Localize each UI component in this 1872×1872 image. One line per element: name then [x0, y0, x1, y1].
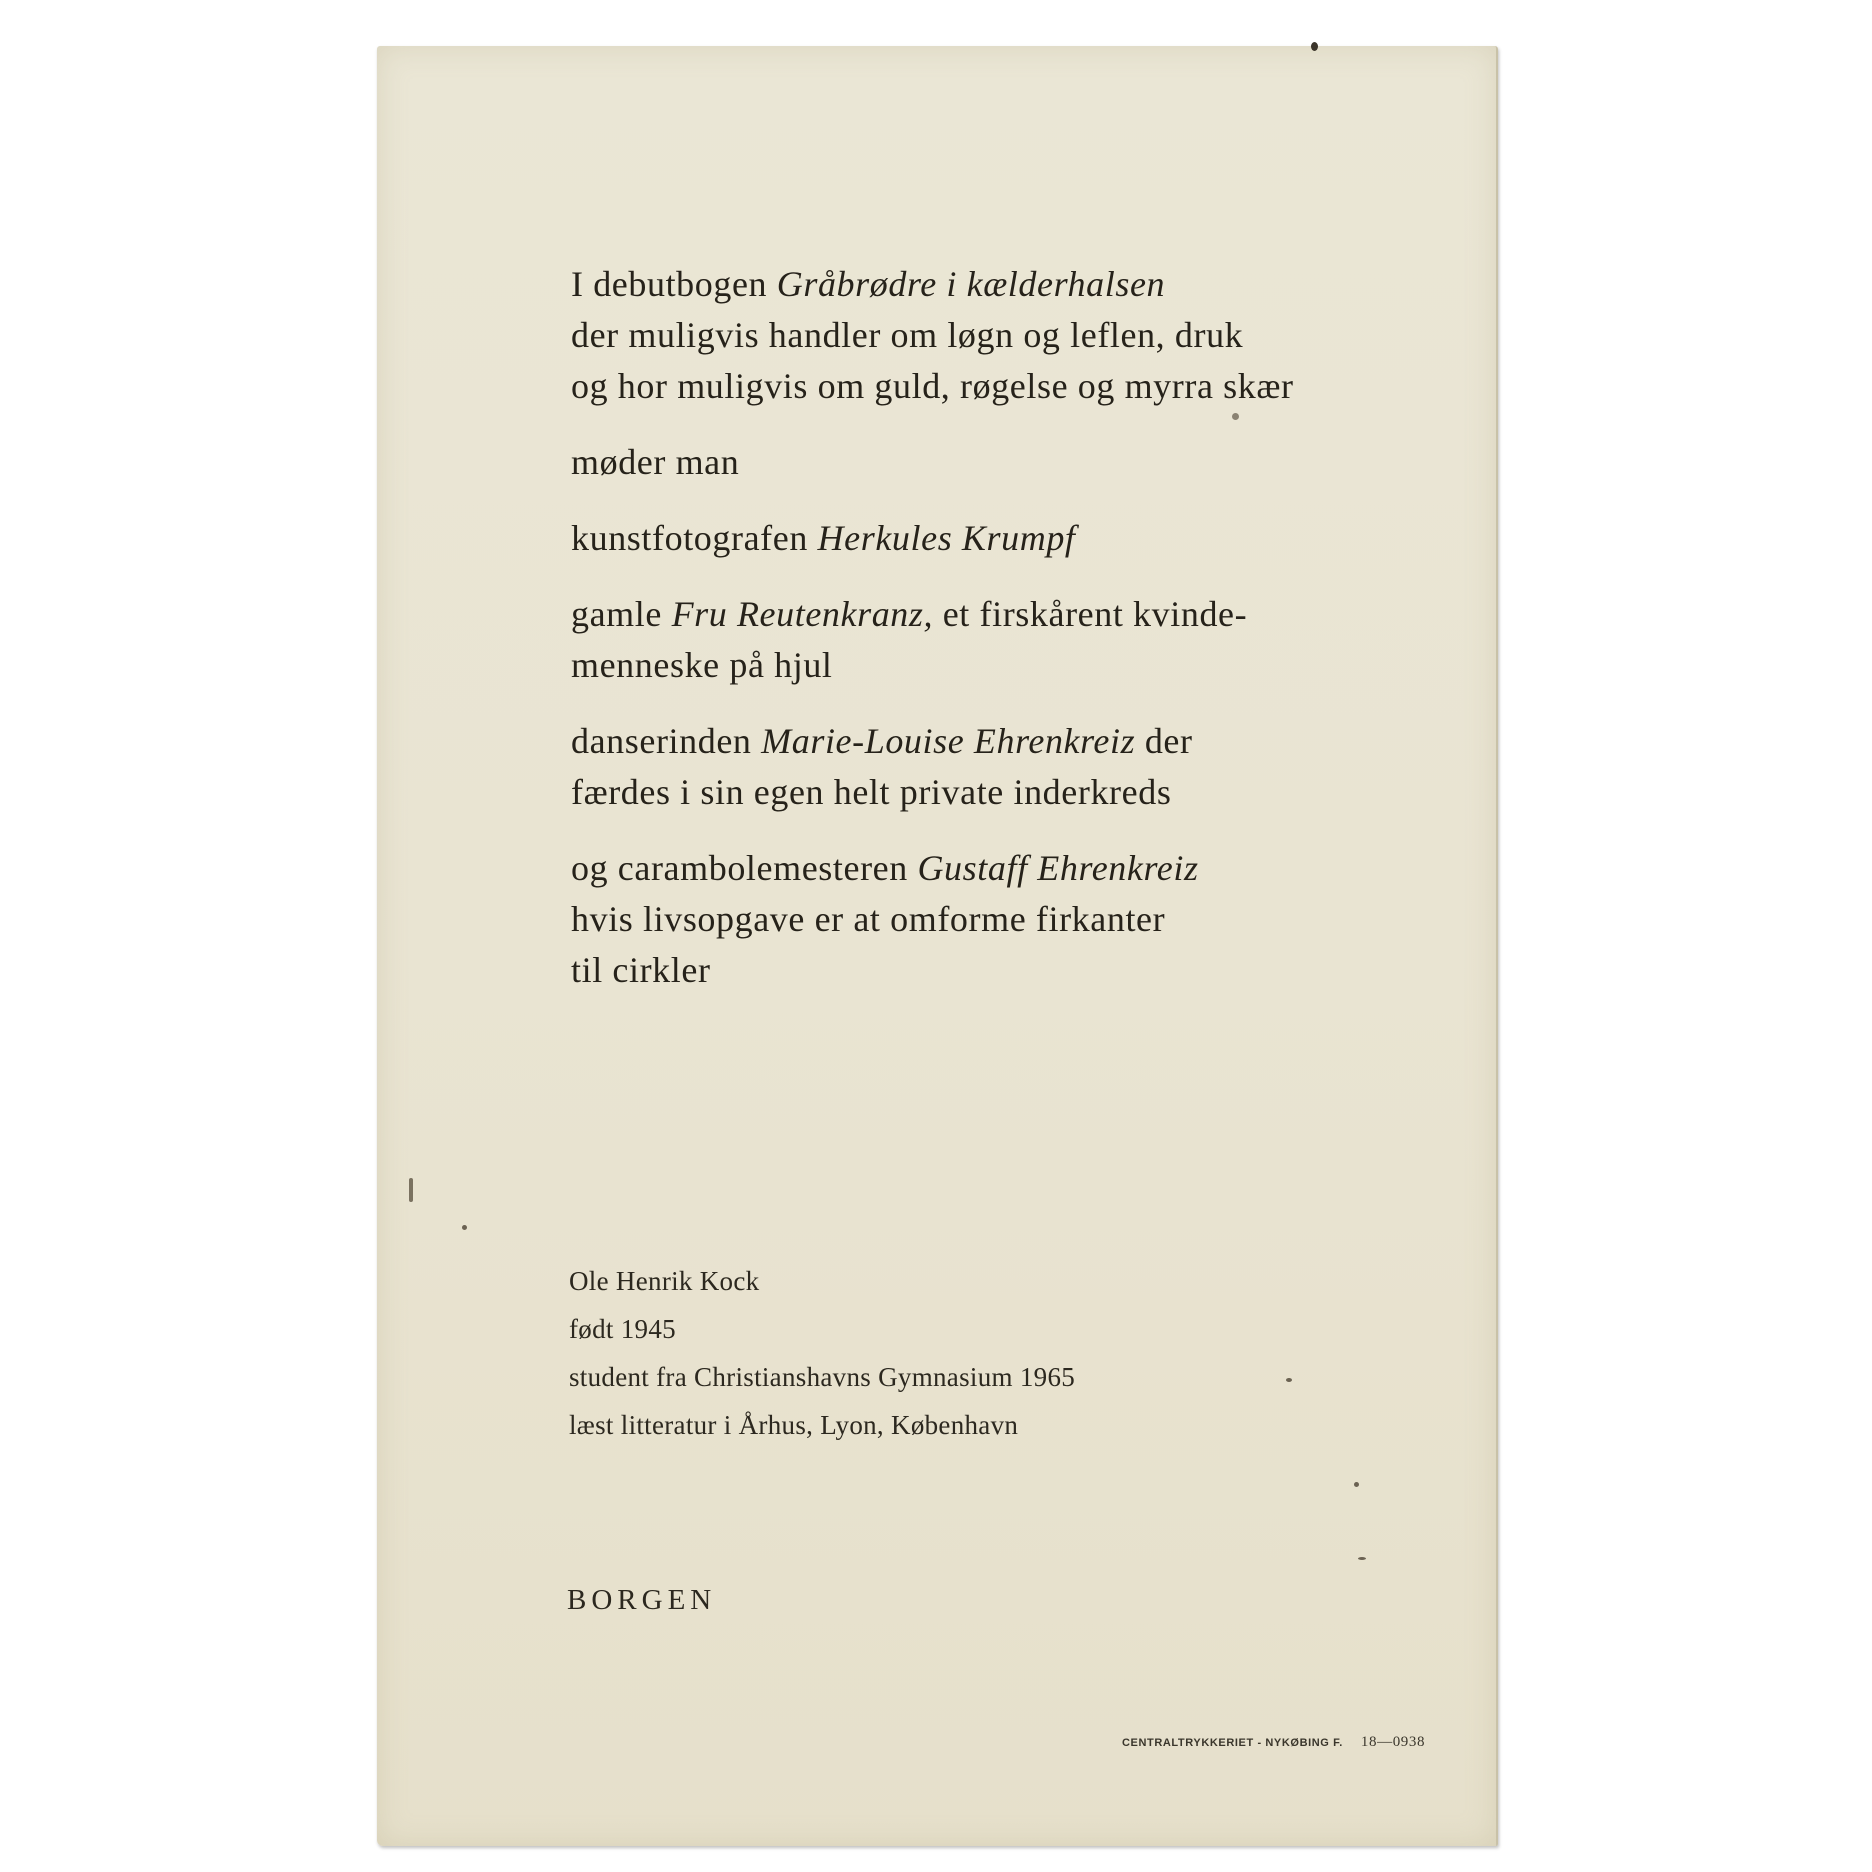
- publisher-name: BORGEN: [567, 1584, 717, 1616]
- print-number: 18—0938: [1360, 1734, 1426, 1750]
- character-name: Fru Reutenkranz,: [671, 594, 934, 634]
- blurb-paragraph-carambole: og carambolemesteren Gustaff Ehrenkreiz hvis livsopgave er at omforme firkanter til cirkler: [571, 848, 1199, 990]
- printer-imprint: [1122, 1734, 1425, 1751]
- printer-name: CENTRALTRYKKERIET - NYKØBING F.: [1122, 1737, 1343, 1749]
- character-name: Marie-Louise Ehrenkreiz: [761, 721, 1136, 761]
- blurb-text: [571, 259, 1371, 996]
- blurb-paragraph-photographer: kunstfotografen Herkules Krumpf: [571, 518, 1076, 558]
- blurb-paragraph-debut: I debutbogen Gråbrødre i kælderhalsen der muligvis handler om løgn og leflen, druk og hor muligvis om guld, røgelse og myrra skær: [571, 264, 1294, 406]
- character-name: Gustaff Ehrenkreiz: [917, 848, 1199, 888]
- cover-speck: [1286, 1378, 1292, 1382]
- blurb-paragraph-dancer: danserinden Marie-Louise Ehrenkreiz der færdes i sin egen helt private inderkreds: [571, 721, 1193, 812]
- blurb-paragraph-intro: møder man: [571, 442, 740, 482]
- blurb-paragraph-reutenkranz: gamle Fru Reutenkranz, et firskårent kvinde- menneske på hjul: [571, 594, 1248, 685]
- author-education: student fra Christianshavns Gymnasium 1965: [569, 1362, 1076, 1392]
- author-bio: [569, 1257, 1269, 1449]
- author-name: Ole Henrik Kock: [569, 1266, 760, 1296]
- cover-speck: [1311, 42, 1318, 51]
- cover-speck: [462, 1225, 467, 1230]
- cover-speck: [1232, 413, 1239, 420]
- cover-speck: [1354, 1482, 1359, 1487]
- author-studies: læst litteratur i Århus, Lyon, København: [569, 1410, 1019, 1440]
- author-born: født 1945: [569, 1314, 676, 1344]
- book-title: Gråbrødre i kælderhalsen: [776, 264, 1166, 304]
- character-name: Herkules Krumpf: [817, 518, 1076, 558]
- cover-speck: [409, 1178, 413, 1202]
- cover-speck: [1358, 1557, 1366, 1560]
